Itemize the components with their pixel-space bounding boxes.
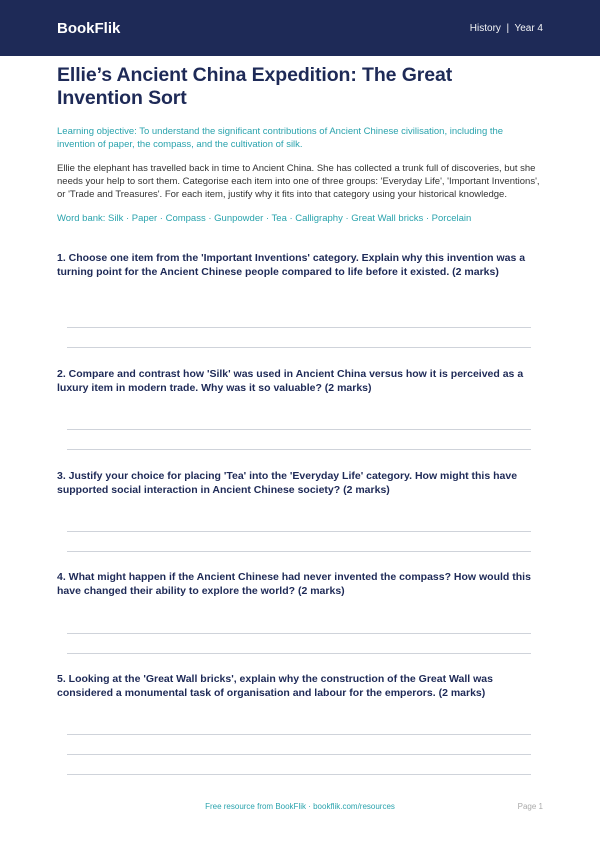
answer-line[interactable] (67, 734, 531, 735)
page-number: Page 1 (517, 802, 543, 811)
question-4: 4. What might happen if the Ancient Chinese had never invented the compass? How would this have changed their ability to explore the world? (2 marks) (57, 571, 531, 597)
header-bar (0, 0, 600, 56)
question-3: 3. Justify your choice for placing 'Tea' into the 'Everyday Life' category. How might this have supported social interaction in Ancient Chinese society? (2 marks) (57, 470, 518, 496)
question-1: 1. Choose one item from the 'Important Inventions' category. Explain why this invention was a turning point for the Ancient Chinese people compared to life before it existed. (2 marks) (57, 252, 526, 278)
brand-logo: BookFlik (57, 19, 121, 37)
page-title: Ellie’s Ancient China Expedition: The Great Invention Sort (57, 64, 453, 109)
worksheet-intro (57, 64, 543, 225)
answer-line[interactable] (67, 653, 531, 654)
answer-line[interactable] (67, 347, 531, 348)
answer-line[interactable] (67, 531, 531, 532)
question-5: 5. Looking at the 'Great Wall bricks', explain why the construction of the Great Wall was considered a monumental task of organisation and labour for the emperors. (2 marks) (57, 673, 493, 699)
answer-line[interactable] (67, 633, 531, 634)
learning-objective: Learning objective: To understand the significant contributions of Ancient Chinese civilisation, including the invention of paper, the compass, and the cultivation of silk. (57, 126, 504, 150)
answer-line[interactable] (67, 551, 531, 552)
footer-resource-link[interactable]: Free resource from BookFlik · bookflik.com/resources (205, 802, 395, 811)
answer-line[interactable] (67, 327, 531, 328)
intro-paragraph: Ellie the elephant has travelled back in time to Ancient China. She has collected a trunk full of discoveries, but she needs your help to sort them. Categorise each item into one of three groups: 'Everyday Life', 'Important Inventions', or 'Trade and Treasures'. For each item, justify why it fits into that category using your historical knowledge. (57, 163, 540, 200)
answer-line[interactable] (67, 429, 531, 430)
question-2: 2. Compare and contrast how 'Silk' was used in Ancient China versus how it is perceived as a luxury item in modern trade. Why was it so valuable? (2 marks) (57, 368, 524, 394)
answer-line[interactable] (67, 774, 531, 775)
answer-line[interactable] (67, 754, 531, 755)
subject-year-label: History | Year 4 (469, 22, 543, 34)
word-bank: Word bank: Silk · Paper · Compass · Gunpowder · Tea · Calligraphy · Great Wall bricks · Porcelain (57, 213, 472, 224)
answer-line[interactable] (67, 449, 531, 450)
